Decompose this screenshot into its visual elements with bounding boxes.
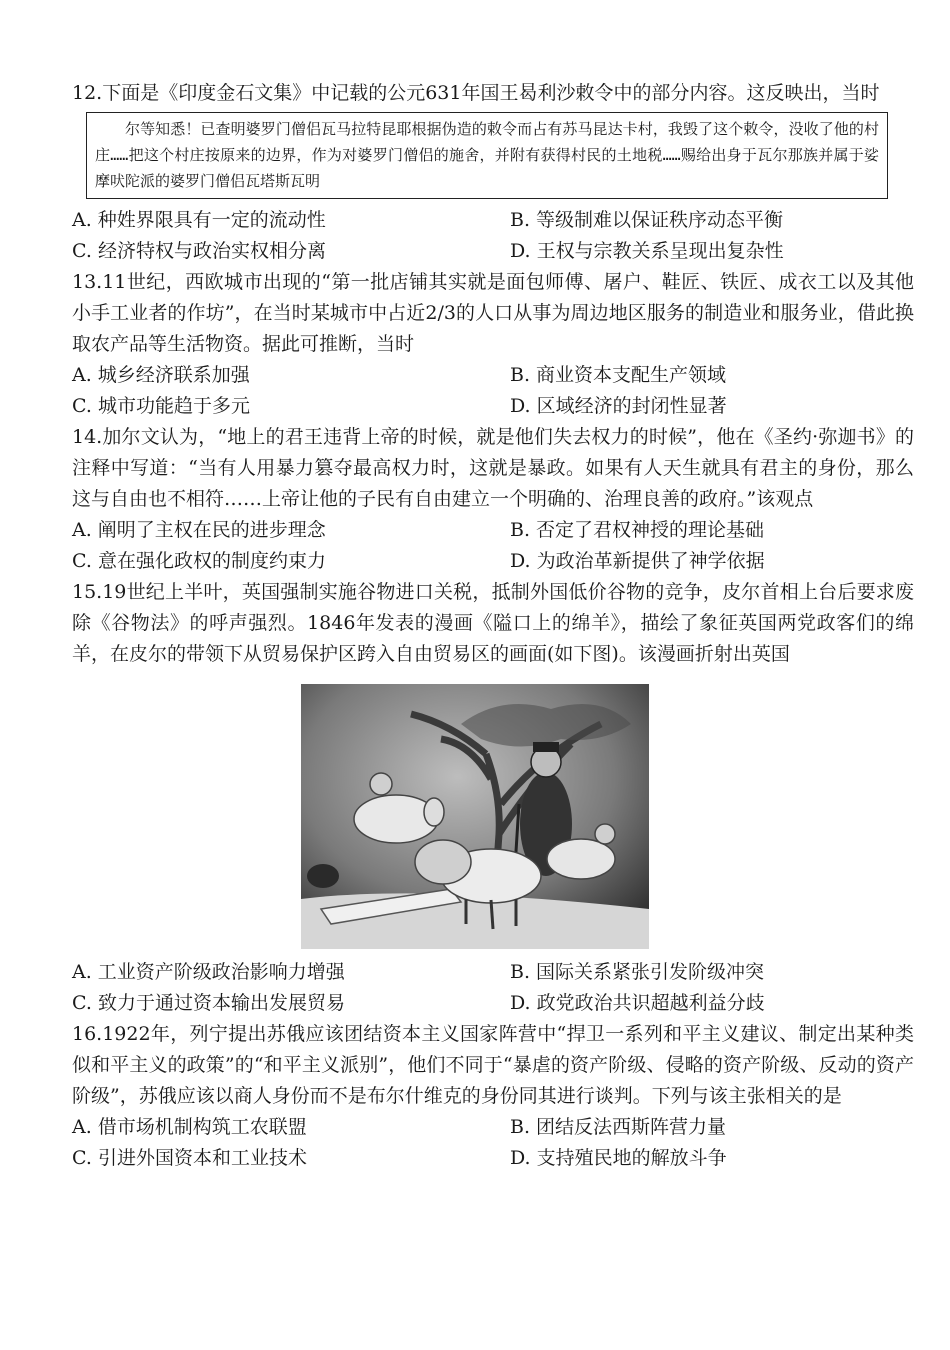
option-b[interactable]: B. 否定了君权神授的理论基础 (510, 519, 765, 541)
question-13 (72, 267, 914, 422)
question-14 (72, 422, 914, 577)
cartoon-image (301, 684, 649, 949)
options-grid (72, 957, 914, 1019)
option-d[interactable]: D. 政党政治共识超越利益分歧 (510, 992, 765, 1014)
question-16 (72, 1019, 914, 1174)
question-stem: 12.下面是《印度金石文集》中记载的公元631年国王曷利沙敕令中的部分内容。这反映出，当时 (72, 82, 880, 104)
option-a[interactable]: A. 借市场机制构筑工农联盟 (72, 1116, 307, 1138)
option-b[interactable]: B. 商业资本支配生产领域 (510, 364, 727, 386)
option-c[interactable]: C. 城市功能趋于多元 (72, 395, 250, 417)
option-d[interactable]: D. 王权与宗教关系呈现出复杂性 (510, 240, 784, 262)
option-d[interactable]: D. 为政治革新提供了神学依据 (510, 550, 765, 572)
option-b[interactable]: B. 等级制难以保证秩序动态平衡 (510, 209, 784, 231)
option-a[interactable]: A. 阐明了主权在民的进步理念 (72, 519, 326, 541)
edict-quote-box: 尔等知悉！已查明婆罗门僧侣瓦马拉特昆耶根据伪造的敕令而占有苏马昆达卡村，我毁了这个敕令，没收了他的村庄……把这个村庄按原来的边界，作为对婆罗门僧侣的施舍，并附有获得村民的土地税……赐给出身于瓦尔那族并属于娑摩吠陀派的婆罗门僧侣瓦塔斯瓦明 (86, 112, 888, 199)
question-stem: 13.11世纪，西欧城市出现的“第一批店铺其实就是面包师傅、屠户、鞋匠、铁匠、成衣工以及其他小手工业者的作坊”，在当时某城市中占近2/3的人口从事为周边地区服务的制造业和服务业，借此换取农产品等生活物资。据此可推断，当时 (72, 271, 914, 355)
exam-page (72, 78, 914, 1174)
options-grid (72, 1112, 914, 1174)
cartoon-sheep-illustration (301, 684, 649, 949)
option-a[interactable]: A. 工业资产阶级政治影响力增强 (72, 961, 345, 983)
options-grid (72, 360, 914, 422)
option-d[interactable]: D. 支持殖民地的解放斗争 (510, 1147, 727, 1169)
question-stem: 14.加尔文认为，“地上的君王违背上帝的时候，就是他们失去权力的时候”，他在《圣约·弥迦书》的注释中写道：“当有人用暴力篡夺最高权力时，这就是暴政。如果有人天生就具有君主的身份，那么这与自由也不相符……上帝让他的子民有自由建立一个明确的、治理良善的政府。”该观点 (72, 426, 914, 510)
option-c[interactable]: C. 引进外国资本和工业技术 (72, 1147, 307, 1169)
option-c[interactable]: C. 意在强化政权的制度约束力 (72, 550, 326, 572)
option-c[interactable]: C. 致力于通过资本输出发展贸易 (72, 992, 345, 1014)
question-15 (72, 577, 914, 1019)
option-c[interactable]: C. 经济特权与政治实权相分离 (72, 240, 326, 262)
question-12 (72, 78, 914, 267)
option-a[interactable]: A. 种姓界限具有一定的流动性 (72, 209, 326, 231)
options-grid (72, 205, 914, 267)
option-b[interactable]: B. 团结反法西斯阵营力量 (510, 1116, 727, 1138)
option-b[interactable]: B. 国际关系紧张引发阶级冲突 (510, 961, 765, 983)
option-d[interactable]: D. 区域经济的封闭性显著 (510, 395, 727, 417)
question-stem: 16.1922年，列宁提出苏俄应该团结资本主义国家阵营中“捍卫一系列和平主义建议、制定出某种类似和平主义的政策”的“和平主义派别”，他们不同于“暴虐的资产阶级、侵略的资产阶级、反动的资产阶级”，苏俄应该以商人身份而不是布尔什维克的身份同其进行谈判。下列与该主张相关的是 (72, 1023, 914, 1107)
options-grid (72, 515, 914, 577)
option-a[interactable]: A. 城乡经济联系加强 (72, 364, 250, 386)
question-stem: 15.19世纪上半叶，英国强制实施谷物进口关税，抵制外国低价谷物的竞争，皮尔首相上台后要求废除《谷物法》的呼声强烈。1846年发表的漫画《隘口上的绵羊》，描绘了象征英国两党政客们的绵羊，在皮尔的带领下从贸易保护区跨入自由贸易区的画面(如下图)。该漫画折射出英国 (72, 581, 914, 665)
